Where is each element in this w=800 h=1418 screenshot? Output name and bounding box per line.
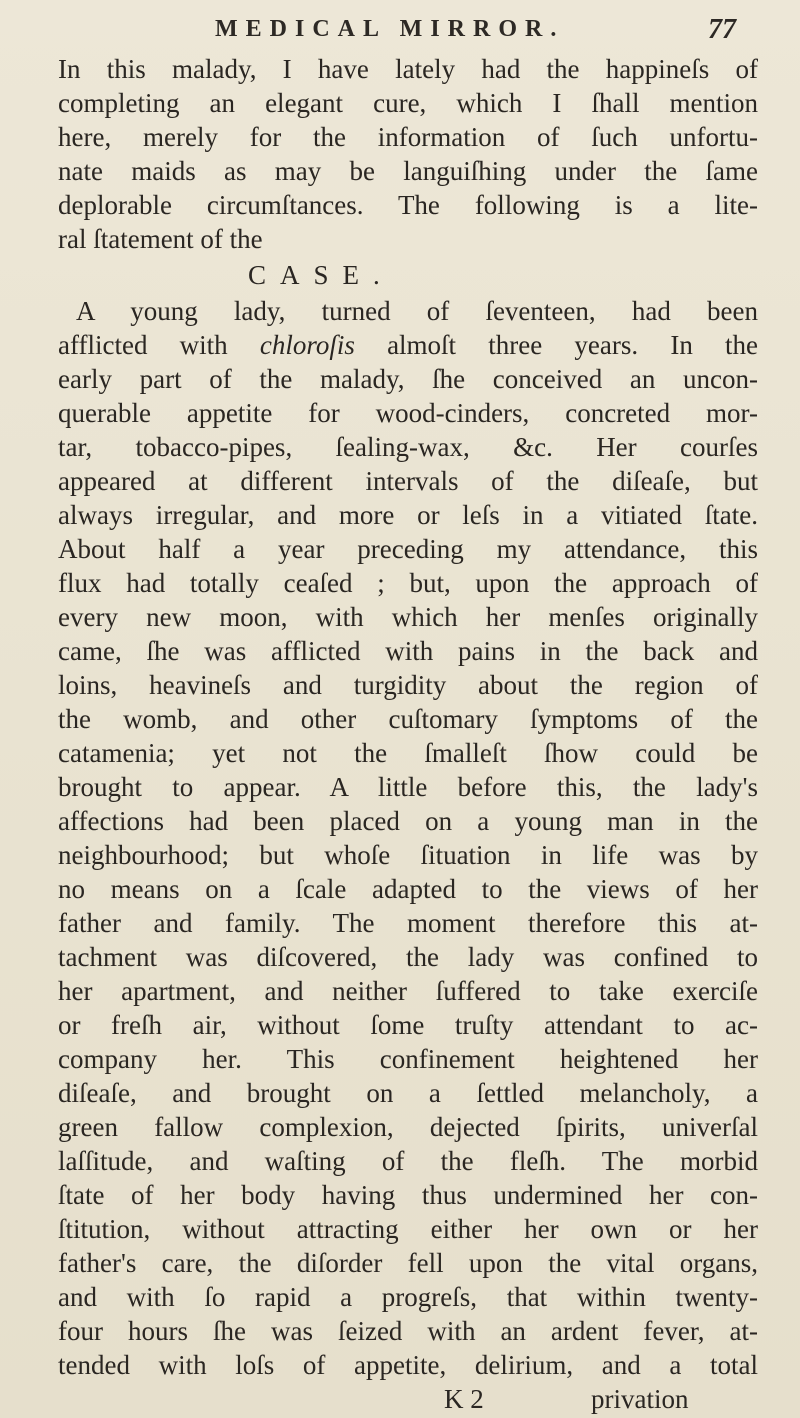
text-line: came, ſhe was afflicted with pains in the back and — [58, 636, 758, 666]
text-line: completing an elegant cure, which I ſhall mention — [58, 88, 758, 118]
text-line: nate maids as may be languiſhing under the ſame — [58, 156, 758, 186]
text-line — [58, 328, 758, 362]
text-fragment: afflicted with — [58, 330, 260, 360]
text-line: neighbourhood; but whoſe ſituation in life was by — [58, 840, 758, 870]
text-line: no means on a ſcale adapted to the views of her — [58, 874, 758, 904]
text-line: four hours ſhe was ſeized with an ardent fever, at- — [58, 1316, 758, 1346]
text-line: tar, tobacco-pipes, ſealing-wax, &c. Her courſes — [58, 432, 758, 462]
text-line: father's care, the diſorder fell upon the vital organs, — [58, 1248, 758, 1278]
text-line: early part of the malady, ſhe conceived an uncon- — [58, 364, 758, 394]
catchword: privation — [591, 1384, 689, 1414]
text-line: ſtate of her body having thus undermined her con- — [58, 1180, 758, 1210]
text-line: flux had totally ceaſed ; but, upon the approach of — [58, 568, 758, 598]
text-line: brought to appear. A little before this, the lady's — [58, 772, 758, 802]
signature-mark: K 2 — [444, 1384, 484, 1414]
text-line: ral ſtatement of the — [58, 224, 263, 254]
text-line: green fallow complexion, dejected ſpirits, univerſal — [58, 1112, 758, 1142]
text-line: laſſitude, and waſting of the fleſh. The morbid — [58, 1146, 758, 1176]
text-line: tended with loſs of appetite, delirium, and a total — [58, 1350, 758, 1380]
page-number: 77 — [708, 14, 736, 45]
page-header — [0, 14, 800, 54]
text-line: and with ſo rapid a progreſs, that within twenty- — [58, 1282, 758, 1312]
text-line: company her. This confinement heightened her — [58, 1044, 758, 1074]
text-line: catamenia; yet not the ſmalleſt ſhow could be — [58, 738, 758, 768]
page-footer — [58, 1382, 758, 1416]
text-line: diſeaſe, and brought on a ſettled melancholy, a — [58, 1078, 758, 1108]
text-fragment: almoſt three years. In the — [354, 330, 759, 360]
running-head: MEDICAL MIRROR. — [215, 16, 565, 42]
text-line: the womb, and other cuſtomary ſymptoms of the — [58, 704, 758, 734]
italic-term: chloroſis — [259, 330, 355, 360]
text-line: querable appetite for wood-cinders, concreted mor- — [58, 398, 758, 428]
text-line: appeared at different intervals of the diſeaſe, but — [58, 466, 758, 496]
text-line: or freſh air, without ſome truſty attendant to ac- — [58, 1010, 758, 1040]
text-line: loins, heavineſs and turgidity about the region of — [58, 670, 758, 700]
text-line: always irregular, and more or leſs in a vitiated ſtate. — [58, 500, 758, 530]
text-line: affections had been placed on a young man in the — [58, 806, 758, 836]
case-heading: CASE. — [248, 260, 394, 290]
text-line: About half a year preceding my attendance, this — [58, 534, 758, 564]
text-line: her apartment, and neither ſuffered to take exerciſe — [58, 976, 758, 1006]
body-text — [58, 52, 758, 1416]
text-line: father and family. The moment therefore this at- — [58, 908, 758, 938]
text-line: tachment was diſcovered, the lady was confined to — [58, 942, 758, 972]
text-line: ſtitution, without attracting either her own or her — [58, 1214, 758, 1244]
text-line: here, merely for the information of ſuch unfortu- — [58, 122, 758, 152]
text-line: deplorable circumſtances. The following is a lite- — [58, 190, 758, 220]
text-line: In this malady, I have lately had the happineſs of — [58, 54, 758, 84]
text-line: A young lady, turned of ſeventeen, had been — [76, 296, 758, 326]
text-line: every new moon, with which her menſes originally — [58, 602, 758, 632]
